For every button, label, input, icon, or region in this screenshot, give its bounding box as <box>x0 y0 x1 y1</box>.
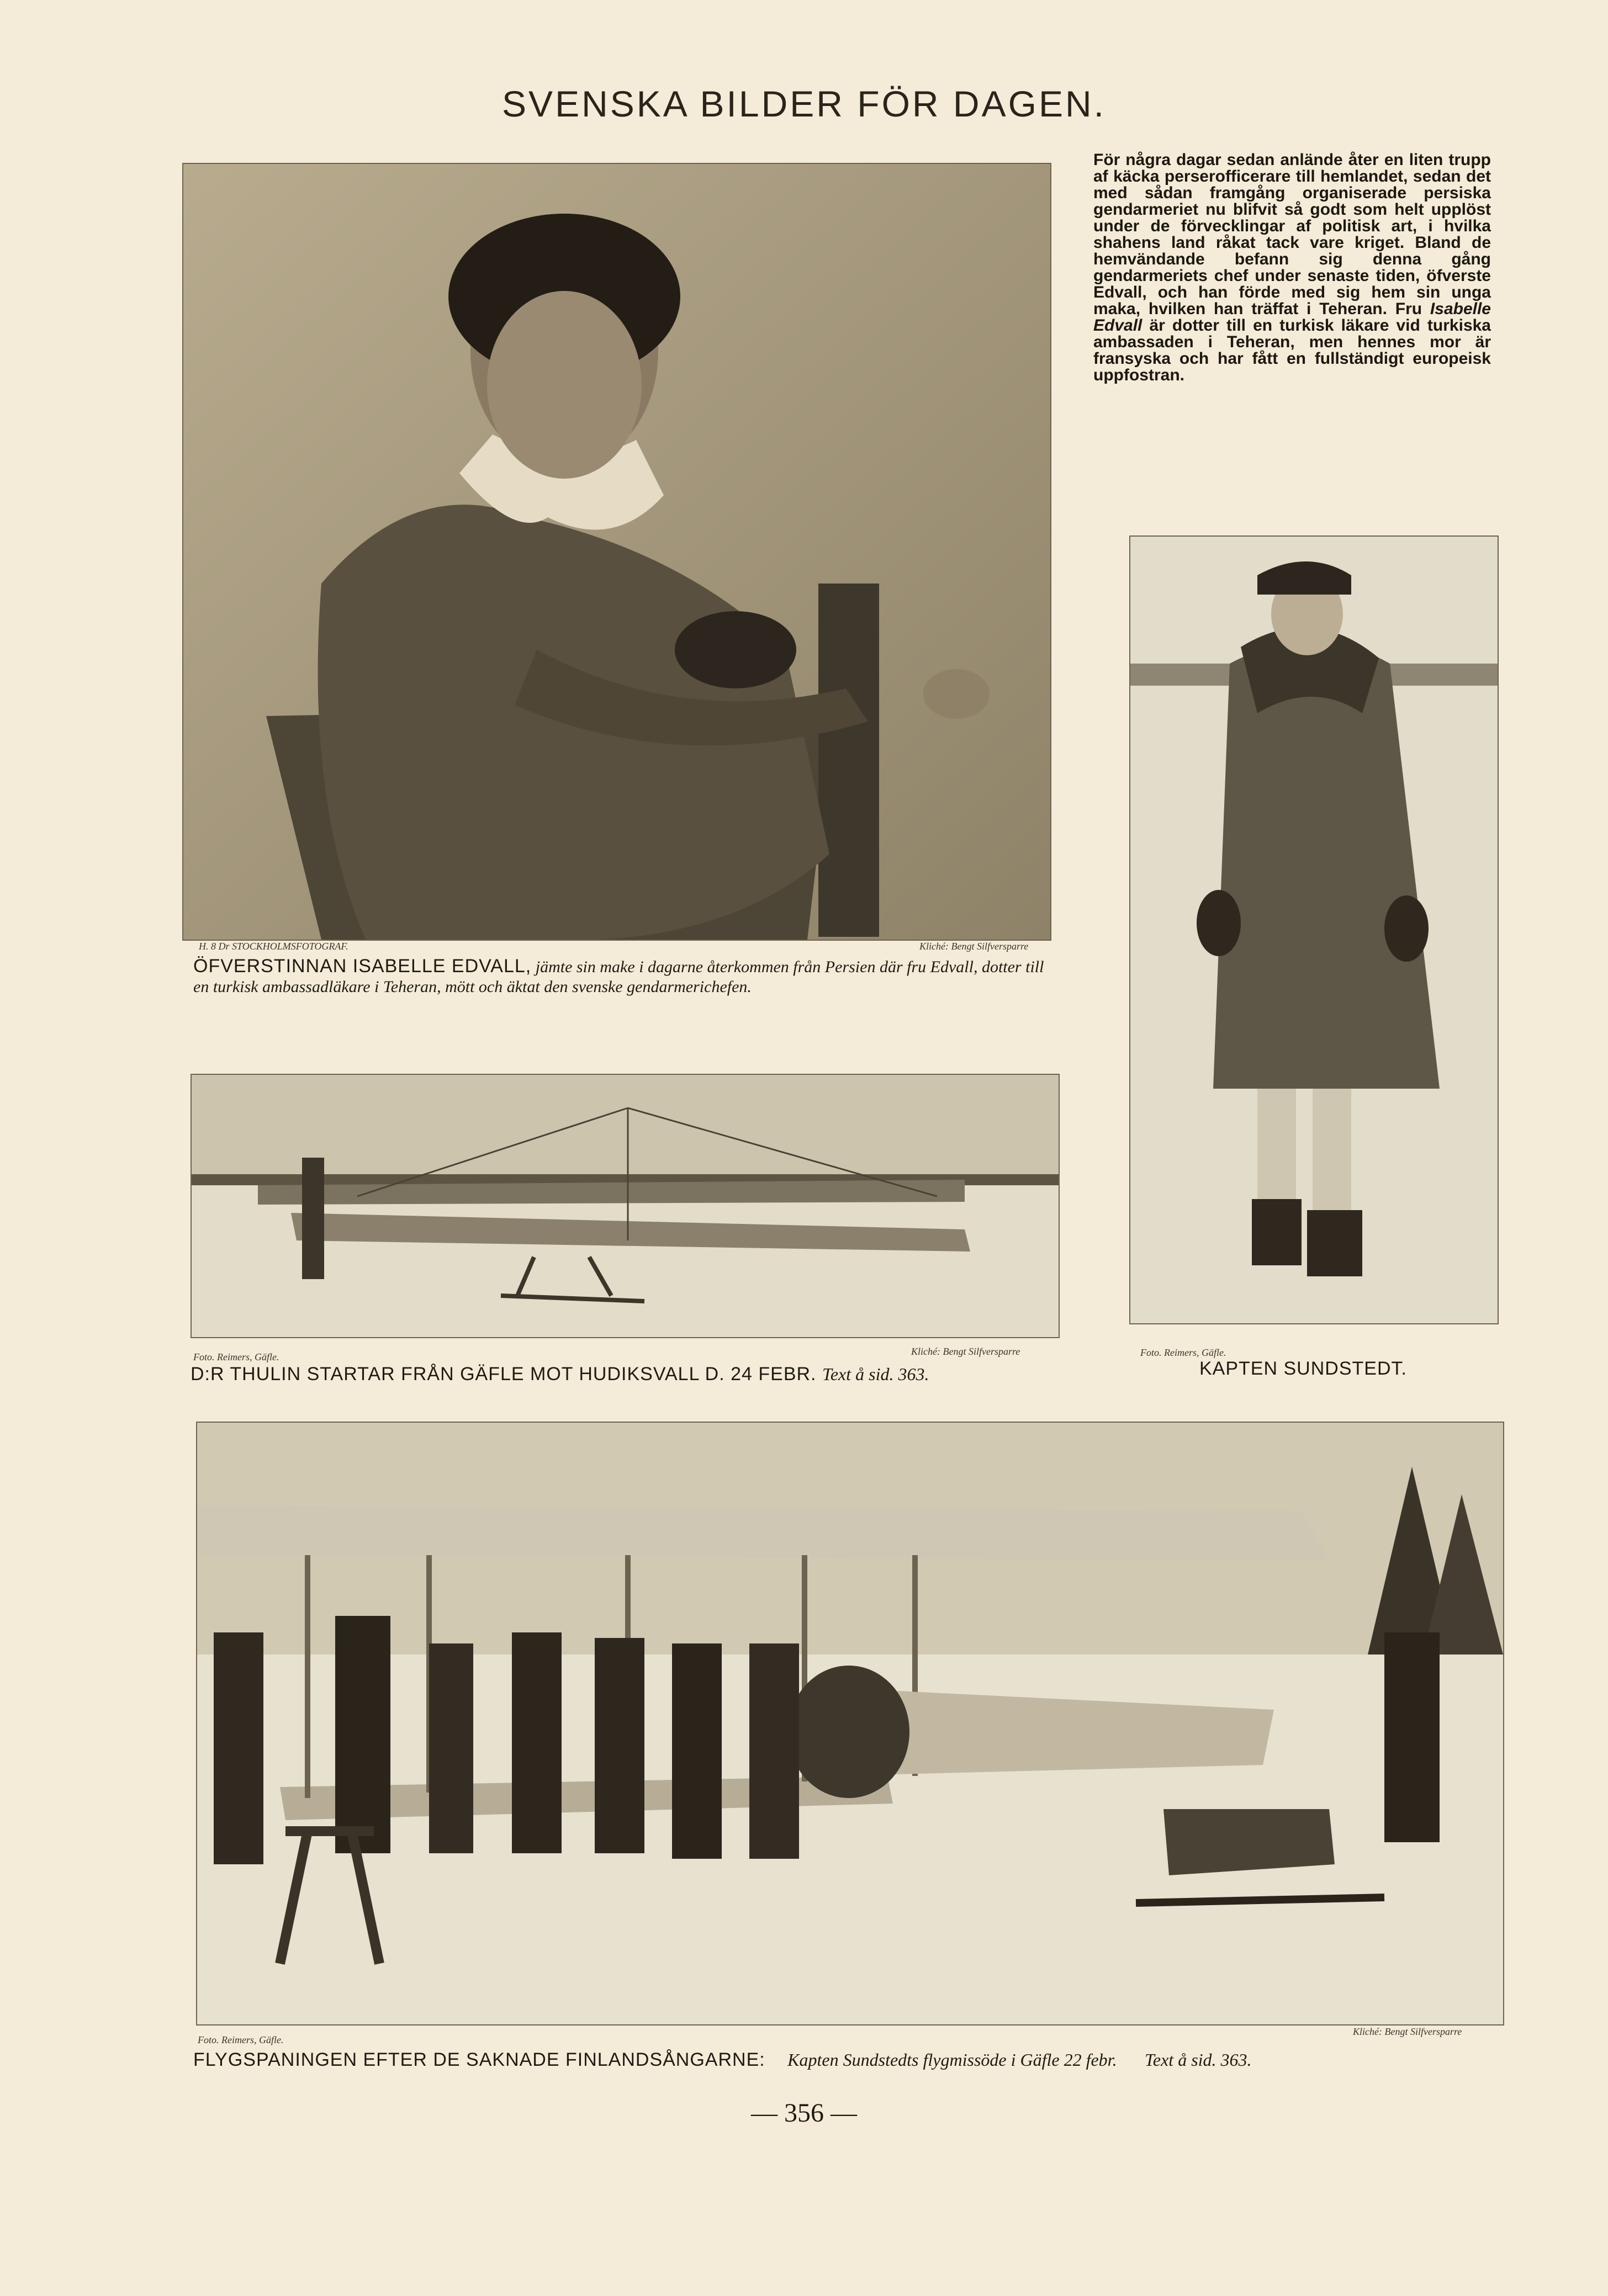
photo-plane-credit-right: Kliché: Bengt Silfversparre <box>911 1346 1020 1357</box>
photo-captain-credit-left: Foto. Reimers, Gäfle. <box>1140 1347 1226 1358</box>
photo-bottom-caption-caps: FLYGSPANINGEN EFTER DE SAKNADE FINLANDSÅNGARNE: <box>193 2049 765 2070</box>
photo-woman-credit-left: H. 8 Dr STOCKHOLMSFOTOGRAF. <box>199 941 348 952</box>
photo-woman-portrait <box>182 163 1051 941</box>
photo-captain-caption: KAPTEN SUNDSTEDT. <box>1199 1358 1407 1379</box>
photo-plane-caption-italic: Text å sid. 363. <box>822 1364 929 1384</box>
biplane-illustration <box>197 1423 1503 2024</box>
photo-captain <box>1129 535 1499 1324</box>
photo-monoplane <box>191 1074 1060 1338</box>
photo-plane-caption <box>191 1364 929 1385</box>
photo-bottom-caption <box>193 2049 1252 2071</box>
photo-woman-caption <box>193 956 1049 997</box>
page-title: SVENSKA BILDER FÖR DAGEN. <box>502 83 1106 124</box>
page-number: — 356 — <box>751 2098 857 2128</box>
monoplane-illustration <box>192 1075 1059 1337</box>
photo-woman-caption-caps: ÖFVERSTINNAN ISABELLE EDVALL, <box>193 956 532 977</box>
article-text-part1: För några dagar sedan anlände åter en liten trupp af käcka perserofficerare till hemlandet, sedan det med sådan framgång organiserade persiska gendarmeriet nu blifvit så godt som helt upplöst under de förvecklingar af politisk art, i hvilka shahens land råkat tack vare kriget. Bland de hemvändande befann sig denna gång gendarmeriets chef under senaste tiden, öfverste Edvall, och han förde med sig hem sin unga maka, hvilken han träffat i Teheran. Fru <box>1093 151 1491 318</box>
photo-bottom-credit-left: Foto. Reimers, Gäfle. <box>198 2034 284 2045</box>
photo-woman-credit-right: Kliché: Bengt Silfversparre <box>919 941 1029 952</box>
photo-biplane-crowd <box>196 1422 1504 2025</box>
article-text <box>1093 152 1491 384</box>
article-text-part2: är dotter till en turkisk läkare vid turkiska ambassaden i Teheran, men hennes mor är fransyska och har fått en fullständigt europeisk uppfostran. <box>1093 316 1491 384</box>
photo-bottom-credit-right: Kliché: Bengt Silfversparre <box>1353 2026 1462 2037</box>
photo-plane-caption-caps: D:R THULIN STARTAR FRÅN GÄFLE MOT HUDIKSVALL D. 24 FEBR. <box>191 1364 817 1385</box>
photo-bottom-caption-italic-1: Kapten Sundstedts flygmissöde i Gäfle 22 febr. <box>787 2050 1117 2070</box>
article-name-italic: Isabelle Edvall <box>1093 300 1491 335</box>
photo-woman-caption-italic: jämte sin make i dagarne återkommen från Persien där fru Edvall, dotter till en turkisk ambassadläkare i Teheran, mött och äktat den svenske gendarmerichefen. <box>193 958 1044 996</box>
captain-illustration <box>1130 537 1498 1323</box>
photo-plane-credit-left: Foto. Reimers, Gäfle. <box>193 1351 279 1362</box>
portrait-illustration <box>183 164 1050 940</box>
photo-bottom-caption-italic-2: Text å sid. 363. <box>1145 2050 1252 2070</box>
